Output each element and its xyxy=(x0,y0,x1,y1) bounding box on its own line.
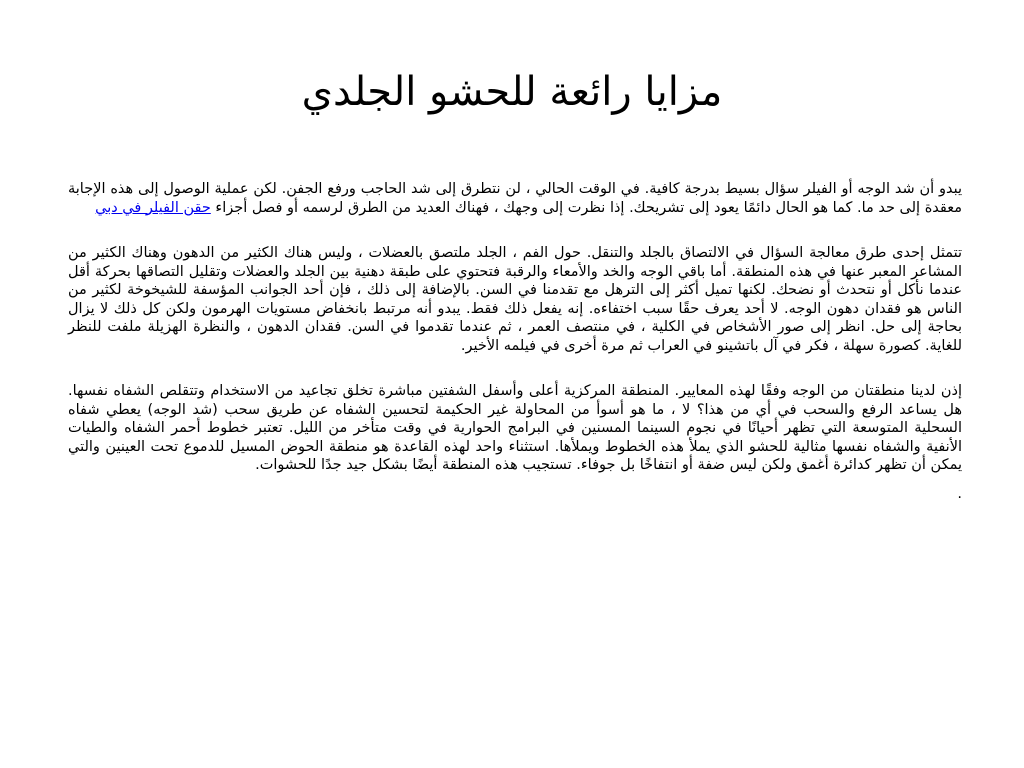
paragraph-1 xyxy=(68,180,962,217)
paragraph-1-text: يبدو أن شد الوجه أو الفيلر سؤال بسيط بدرجة كافية. في الوقت الحالي ، لن نتطرق إلى شد الحاجب ورفع الجفن. لكن عملية الوصول إلى هذه الإجابة معقدة إلى حد ما. كما هو الحال دائمًا يعود إلى تشريحك. إذا نظرت إلى وجهك ، فهناك العديد من الطرق لرسمه أو فصل أجزاء xyxy=(68,181,962,216)
paragraph-2: تتمثل إحدى طرق معالجة السؤال في الالتصاق بالجلد والتنقل. حول الفم ، الجلد ملتصق بالعضلات ، وليس هناك الكثير من الدهون وهناك الكثير من المشاعر المعبر عنها في هذه المنطقة. أما باقي الوجه والخد والأمعاء والرقبة فتحتوي على طبقة دهنية بين الجلد والعضلات وتقليل التصاقها بحركة أقل عندما نأكل أو نتحدث أو نضحك. لكنها تميل أكثر إلى الترهل مع تقدمنا في السن. بالإضافة إلى ذلك ، فإن أحد الجوانب المؤسفة للشيخوخة لكثير من الناس هو فقدان دهون الوجه. لا أحد يعرف حقًا سبب اختفاءه. إنه يفعل ذلك فقط. يبدو أنه مرتبط بانخفاض مستويات الهرمون ولكن كل ذلك لا يزال بحاجة إلى حل. انظر إلى صور الأشخاص في الكلية ، في منتصف العمر ، ثم عندما تقدموا في السن. فقدان الدهون ، والنظرة الهزيلة ملفت للنظر للغاية. كصورة سهلة ، فكر في آل باتشينو في العراب ثم مرة أخرى في فيلمه الأخير. xyxy=(68,245,962,354)
trailing-dot: . xyxy=(957,485,962,502)
paragraph-3: إذن لدينا منطقتان من الوجه وفقًا لهذه المعايير. المنطقة المركزية أعلى وأسفل الشفتين مباشرة تخلق تجاعيد من الاستخدام وتتقلص الشفاه نفسها. هل يساعد الرفع والسحب في أي من هذا؟ لا ، ما هو أسوأ من المحاولة غير الحكيمة لتحسين الشفاه عن طريق سحب (شد الوجه) يعطي شفاه السحلية المتوسعة التي تظهر أحيانًا في نجوم السينما المسنين في البرامج الحوارية في وقت متأخر من الليل. تعتبر خطوط أحمر الشفاه والطيات الأنفية والشفاه نفسها مثالية للحشو الذي يملأ هذه الخطوط ويملأها. استثناء واحد لهذه القاعدة هو منطقة الحوض المسيل للدموع تحت العينين والتي يمكن أن تظهر كدائرة أغمق ولكن ليس ضفة أو انتفاخًا بل جوفاء. تستجيب هذه المنطقة أيضًا بشكل جيد جدًا للحشوات. xyxy=(68,383,962,473)
filler-dubai-link[interactable]: حقن الفيلر في دبي xyxy=(95,199,211,216)
slide-title: مزايا رائعة للحشو الجلدي xyxy=(301,69,723,115)
slide-body xyxy=(68,180,962,503)
